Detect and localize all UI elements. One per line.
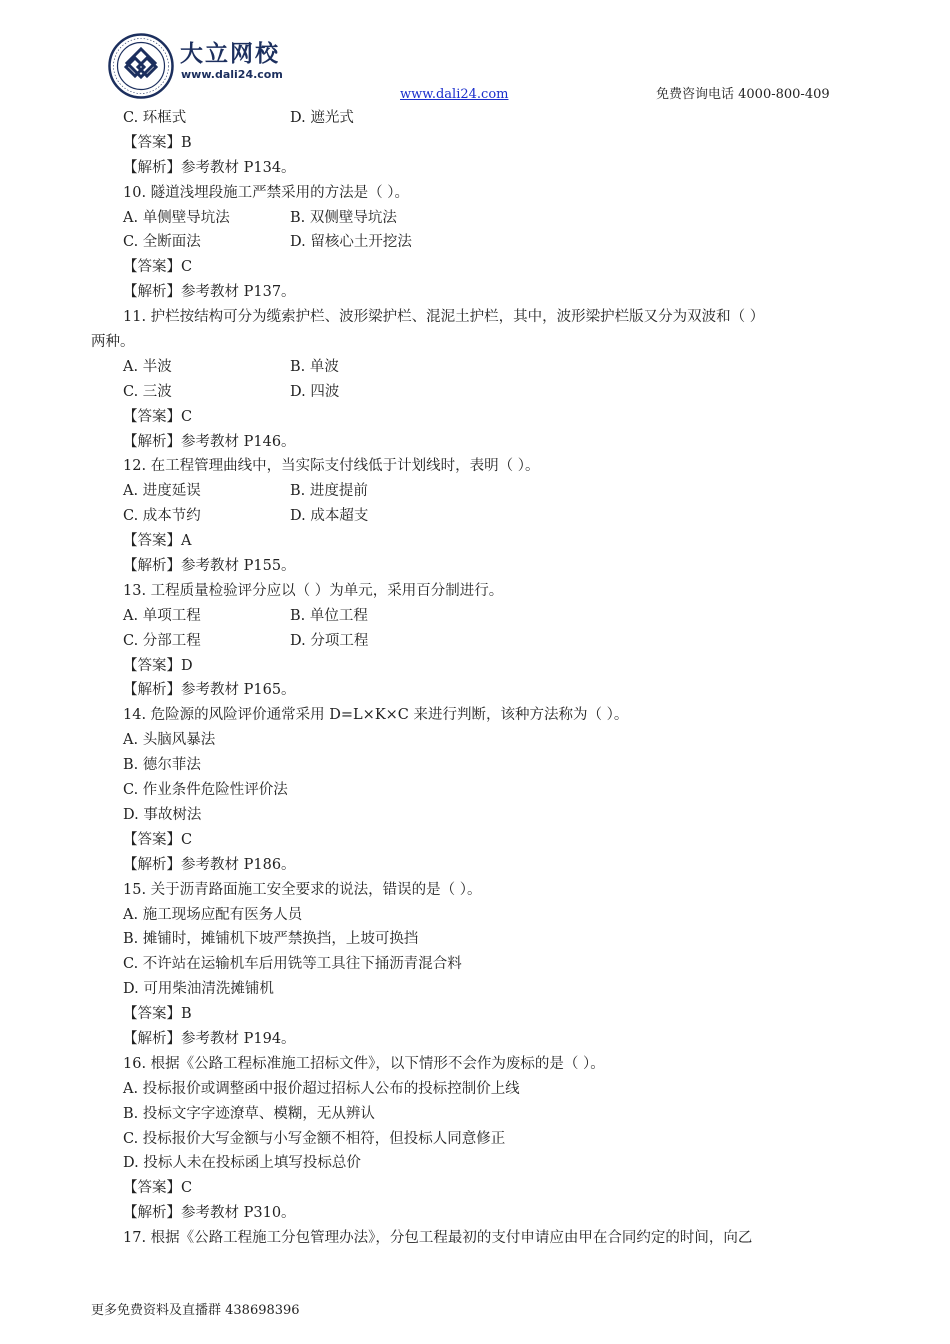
text-line: 【答案】C — [123, 408, 193, 425]
option-right: D. 分项工程 — [290, 632, 369, 649]
option-right: B. 进度提前 — [290, 483, 368, 500]
option-row — [0, 479, 950, 504]
text-line: 【解析】参考教材 P146。 — [123, 433, 296, 450]
text-line: C. 投标报价大写金额与小写金额不相符，但投标人同意修正 — [123, 1130, 506, 1147]
option-right: D. 遮光式 — [290, 110, 354, 126]
option-row — [0, 230, 950, 255]
option-row — [0, 106, 950, 131]
text-line: 12. 在工程管理曲线中，当实际支付线低于计划线时，表明（ ）。 — [123, 458, 540, 475]
text-line: D. 事故树法 — [123, 806, 202, 823]
option-right: D. 留核心土开挖法 — [290, 234, 412, 251]
option-row — [0, 380, 950, 405]
option-left: A. 半波 — [123, 358, 172, 375]
option-left: A. 进度延误 — [123, 483, 201, 500]
option-row — [0, 355, 950, 380]
text-line: 17. 根据《公路工程施工分包管理办法》，分包工程最初的支付申请应由甲在合同约定的时间，向乙 — [123, 1230, 753, 1247]
text-line: 【答案】C — [123, 259, 193, 276]
option-left: A. 单侧壁导坑法 — [123, 209, 230, 226]
option-row — [0, 629, 950, 654]
option-right: D. 四波 — [290, 383, 340, 400]
logo-url: www.dali24.com — [181, 68, 283, 81]
text-line: D. 可用柴油清洗摊铺机 — [123, 981, 274, 998]
text-line: 【答案】D — [123, 657, 193, 674]
text-line: 【解析】参考教材 P165。 — [123, 682, 296, 699]
option-left: C. 三波 — [123, 383, 172, 400]
text-line: 【解析】参考教材 P137。 — [123, 284, 296, 301]
option-left: C. 全断面法 — [123, 234, 201, 251]
text-line: A. 投标报价或调整函中报价超过招标人公布的投标控制价上线 — [123, 1080, 520, 1097]
text-line: 【答案】B — [123, 1006, 192, 1023]
text-line: 两种。 — [91, 334, 135, 351]
option-left: C. 环框式 — [123, 110, 187, 126]
text-line: A. 施工现场应配有医务人员 — [123, 906, 303, 923]
text-line: 15. 关于沥青路面施工安全要求的说法，错误的是（ ）。 — [123, 881, 482, 898]
text-line: B. 摊铺时，摊铺机下坡严禁换挡，上坡可换挡 — [123, 931, 419, 948]
text-line: 【答案】C — [123, 1180, 193, 1197]
text-line: 16. 根据《公路工程标准施工招标文件》，以下情形不会作为废标的是（ ）。 — [123, 1055, 605, 1072]
option-right: B. 单位工程 — [290, 607, 368, 624]
text-line: 【解析】参考教材 P155。 — [123, 558, 296, 575]
option-right: B. 双侧壁导坑法 — [290, 209, 397, 226]
text-line: B. 德尔菲法 — [123, 757, 201, 774]
text-line: 【答案】A — [123, 533, 192, 550]
option-row — [0, 206, 950, 231]
text-line: 14. 危险源的风险评价通常采用 D=L×K×C 来进行判断，该种方法称为（ ）。 — [123, 707, 629, 724]
option-row — [0, 504, 950, 529]
text-line: 10. 隧道浅埋段施工严禁采用的方法是（ ）。 — [123, 184, 410, 201]
option-left: A. 单项工程 — [123, 607, 201, 624]
option-right: D. 成本超支 — [290, 508, 369, 525]
text-line: C. 不许站在运输机车后用铣等工具往下捅沥青混合料 — [123, 956, 462, 973]
text-line: A. 头脑风暴法 — [123, 732, 216, 749]
page-header — [0, 0, 950, 110]
consult-phone: 免费咨询电话 4000-800-409 — [656, 87, 830, 102]
text-line: B. 投标文字字迹潦草、模糊，无从辨认 — [123, 1105, 375, 1122]
text-line: 【答案】B — [123, 134, 192, 151]
text-line: 【解析】参考教材 P186。 — [123, 856, 296, 873]
site-link[interactable]: www.dali24.com — [400, 87, 509, 102]
text-line: C. 作业条件危险性评价法 — [123, 782, 288, 799]
document-body — [0, 106, 950, 1251]
text-line: 【答案】C — [123, 831, 193, 848]
dali-logo-seal-icon — [108, 33, 174, 99]
option-left: C. 成本节约 — [123, 508, 201, 525]
text-line: 【解析】参考教材 P134。 — [123, 159, 296, 176]
text-line: 【解析】参考教材 P310。 — [123, 1205, 296, 1222]
option-right: B. 单波 — [290, 358, 339, 375]
text-line: D. 投标人未在投标函上填写投标总价 — [123, 1155, 361, 1172]
text-line: 13. 工程质量检验评分应以（ ）为单元，采用百分制进行。 — [123, 582, 504, 599]
text-line: 11. 护栏按结构可分为缆索护栏、波形梁护栏、混泥土护栏，其中，波形梁护栏版又分为双波和（ ） — [123, 309, 765, 326]
option-row — [0, 604, 950, 629]
footer-note: 更多免费资料及直播群 438698396 — [91, 1303, 300, 1318]
logo-title: 大立网校 — [180, 41, 280, 67]
option-left: C. 分部工程 — [123, 632, 201, 649]
text-line: 【解析】参考教材 P194。 — [123, 1030, 296, 1047]
